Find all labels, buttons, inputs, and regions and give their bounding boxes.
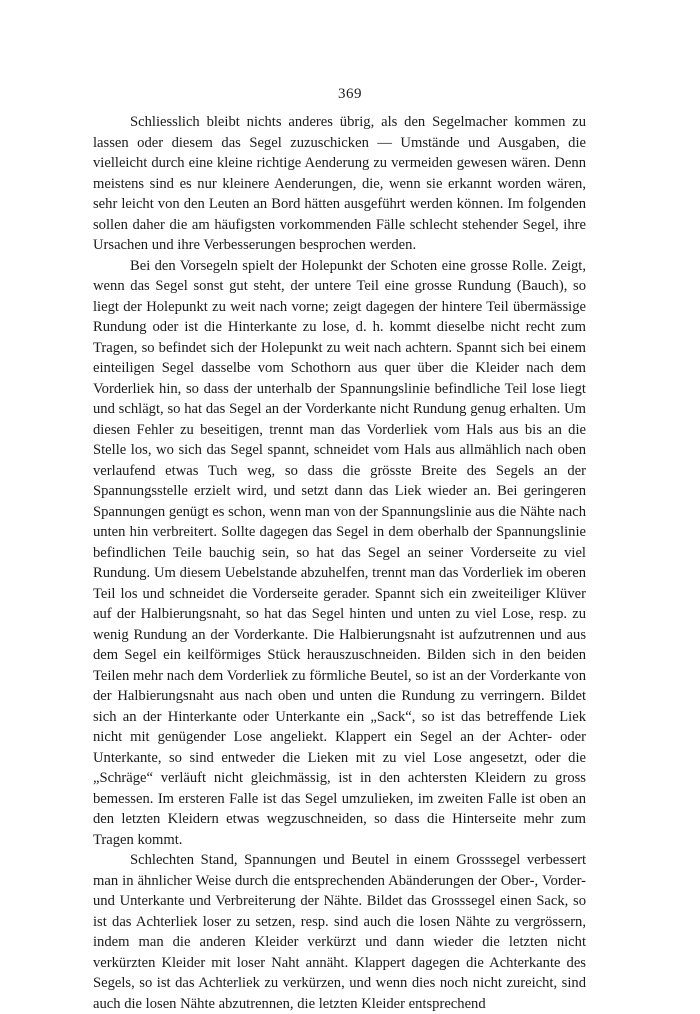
paragraph: Schliesslich bleibt nichts anderes übrig, als den Segelmacher kommen zu lassen oder diesem das Segel zuzuschicken — Umstände und Ausgaben, die vielleicht durch eine kleine richtige Aenderung zu vermeiden gewesen wären. Denn meistens sind es nur kleinere Aenderungen, die, wenn sie erkannt worden wären, sehr leicht von den Leuten an Bord hätten ausgeführt werden können. Im folgenden sollen daher die am häufigsten vorkommenden Fälle schlecht stehender Segel, ihre Ursachen und ihre Verbesserungen besprochen werden. [93, 114, 586, 253]
paragraph: Schlechten Stand, Spannungen und Beutel in einem Grosssegel verbessert man in ähnlicher Weise durch die entsprechenden Abänderungen der Ober-, Vorder- und Unterkante und Verbreiterung der Nähte. Bildet das Grosssegel einen Sack, so ist das Achterliek loser zu setzen, resp. sind auch die losen Nähte zu vergrössern, indem man die anderen Kleider verkürzt und dann wieder die letzten nicht verkürzten Kleider mit loser Naht annäht. Klappert dagegen die Achterkante des Segels, so ist das Achterliek zu verkürzen, und wenn dies noch nicht zureicht, sind auch die losen Nähte abzutrennen, die letzten Kleider entsprechend [93, 852, 586, 1012]
paragraph: Bei den Vorsegeln spielt der Holepunkt der Schoten eine grosse Rolle. Zeigt, wenn das Segel sonst gut steht, der untere Teil eine grosse Rundung (Bauch), so liegt der Holepunkt zu weit nach vorne; zeigt dagegen der hintere Teil übermässige Rundung oder ist die Hinterkante zu lose, d. h. kommt dieselbe nicht recht zum Tragen, so befindet sich der Holepunkt zu weit nach achtern. Spannt sich bei einem einteiligen Segel dasselbe vom Schothorn aus quer über die Kleider nach dem Vorderliek hin, so dass der unterhalb der Spannungslinie befindliche Teil lose liegt und schlägt, so hat das Segel an der Vorderkante nicht Rundung genug erhalten. Um diesen Fehler zu beseitigen, trennt man das Vorderliek vom Hals aus bis an die Stelle los, wo sich das Segel spannt, schneidet vom Hals aus allmählich nach oben verlaufend etwas Tuch weg, so dass die grösste Breite des Segels an der Spannungsstelle erzielt wird, und setzt dann das Liek wieder an. Bei geringeren Spannungen genügt es schon, wenn man von der Spannungslinie aus die Nähte nach unten hin verbreitert. Sollte dagegen das Segel in dem oberhalb der Spannungslinie befindlichen Teile bauchig sein, so hat das Segel an seiner Vorderseite zu viel Rundung. Um diesem Uebelstande abzuhelfen, trennt man das Vorderliek im oberen Teil los und schneidet die Vorderseite gerader. Spannt sich ein zweiteiliger Klüver auf der Halbierungsnaht, so hat das Segel hinten und unten zu viel Lose, resp. zu wenig Rundung an der Vorderkante. Die Halbierungsnaht ist aufzutrennen und aus dem Segel ein keilförmiges Stück herauszuschneiden. Bilden sich in den beiden Teilen mehr nach dem Vorderliek zu förmliche Beutel, so ist an der Vorderkante von der Halbierungsnaht aus nach oben und unten die Rundung zu verringern. Bildet sich an der Hinterkante oder Unterkante ein „Sack“, so ist das betreffende Liek nicht mit genügender Lose angeliekt. Klappert ein Segel an der Achter- oder Unterkante, so sind entweder die Lieken mit zu viel Lose angesetzt, oder die „Schräge“ verläuft nicht gleichmässig, ist in den achtersten Kleidern zu gross bemessen. Im ersteren Falle ist das Segel umzulieken, im zweiten Falle ist oben an den letzten Kleidern etwas wegzuschneiden, so dass die Hinterseite mehr zum Tragen kommt. [93, 257, 586, 848]
body-text [93, 112, 586, 1014]
page-number: 369 [338, 86, 362, 102]
